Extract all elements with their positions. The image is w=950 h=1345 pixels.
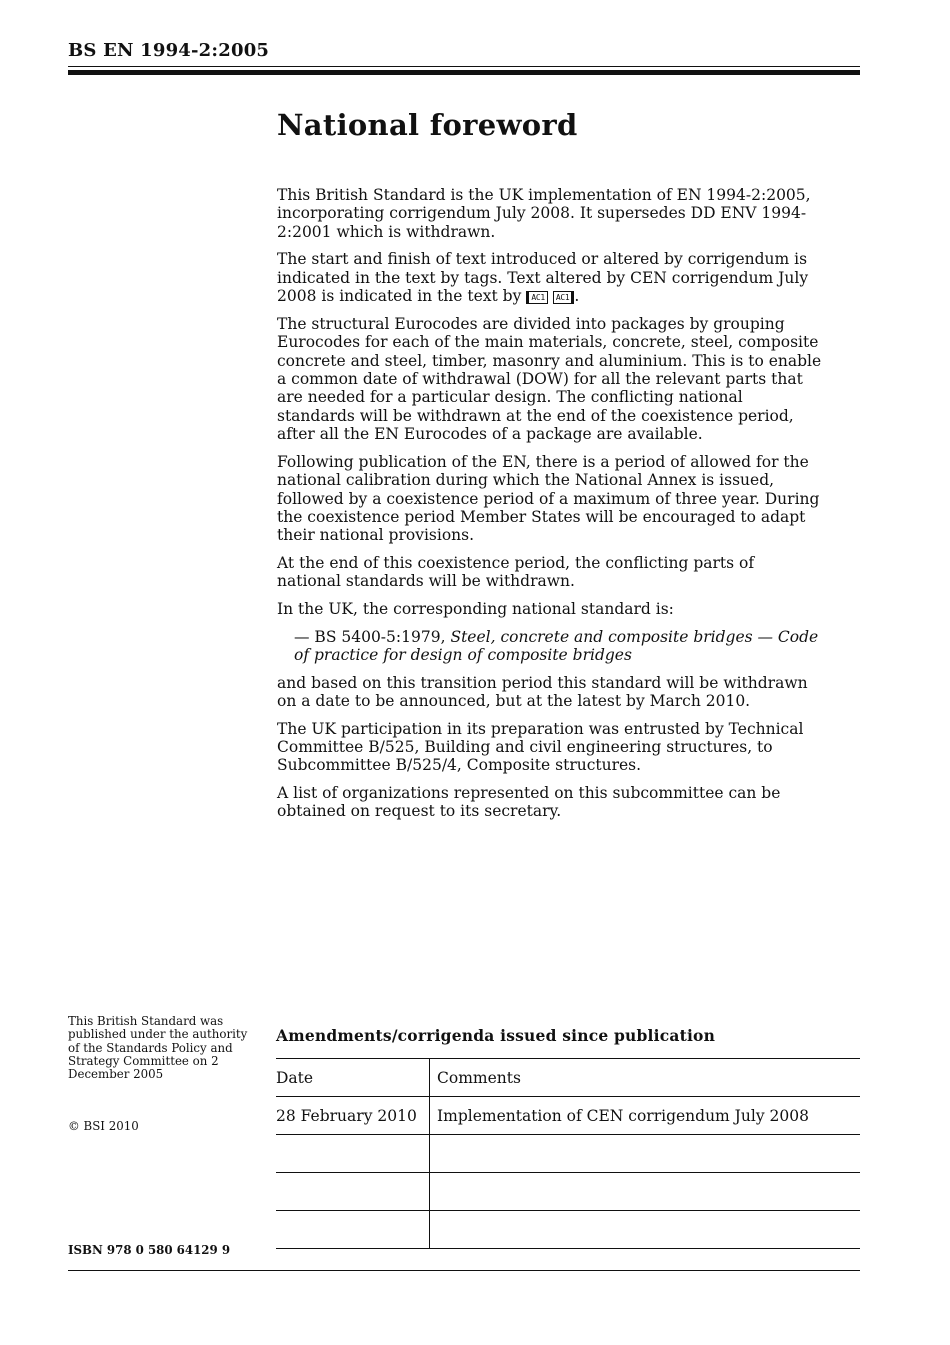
- paragraph-corrigendum-end: .: [574, 287, 580, 306]
- amendments-table: [276, 1058, 860, 1249]
- paragraph-uk-standard: In the UK, the corresponding national standard is:: [277, 600, 674, 619]
- paragraph-corrigendum-text: The start and finish of text introduced or altered by corrigendum is indicated in the text by tags. Text altered by CEN corrigendum July 2008 is indicated in the text by: [277, 250, 809, 306]
- paragraph-organizations: A list of organizations represented on this subcommittee can be obtained on request to its secretary.: [277, 784, 781, 821]
- table-row-empty: [276, 1135, 860, 1173]
- isbn: ISBN 978 0 580 64129 9: [68, 1243, 231, 1257]
- header-rule-thick: [68, 70, 860, 75]
- table-cell-comment: Implementation of CEN corrigendum July 2008: [430, 1097, 861, 1135]
- list-item-prefix: — BS 5400-5:1979,: [294, 627, 446, 646]
- table-row-empty: [276, 1173, 860, 1211]
- publication-note: This British Standard was published under the authority of the Standards Policy and Strategy Committee on 2 December 2005: [68, 1014, 248, 1082]
- table-cell-empty: [430, 1135, 861, 1173]
- table-cell-empty: [430, 1211, 861, 1249]
- corrigendum-close-tag: AC1: [553, 291, 575, 304]
- column-header-date: Date: [276, 1059, 430, 1097]
- foreword-body: [277, 186, 822, 830]
- paragraph-withdrawal: At the end of this coexistence period, the conflicting parts of national standards will be withdrawn.: [277, 554, 755, 591]
- table-row-empty: [276, 1211, 860, 1249]
- list-item-title: Steel, concrete and composite bridges — Code of practice for design of composite bridges: [294, 627, 819, 665]
- table-cell-empty: [430, 1173, 861, 1211]
- table-cell-date: 28 February 2010: [276, 1097, 430, 1135]
- corrigendum-open-tag: AC1: [526, 291, 548, 304]
- amendments-heading: Amendments/corrigenda issued since publication: [276, 1026, 716, 1045]
- table-row: [276, 1097, 860, 1135]
- paragraph-transition: and based on this transition period this standard will be withdrawn on a date to be announced, but at the latest by March 2010.: [277, 673, 808, 711]
- paragraph-coexistence: Following publication of the EN, there is a period of allowed for the national calibration during which the National Annex is issued, followed by a coexistence period of a maximum of three year. During the coexistence period Member States will be encouraged to adapt their national provisions.: [277, 452, 820, 545]
- table-cell-empty: [276, 1211, 430, 1249]
- table-cell-empty: [276, 1135, 430, 1173]
- page-title: National foreword: [277, 108, 578, 142]
- header-rule-thin: [68, 66, 860, 67]
- standard-id: BS EN 1994-2:2005: [68, 40, 270, 61]
- column-header-comments: Comments: [430, 1059, 861, 1097]
- paragraph-committee: The UK participation in its preparation was entrusted by Technical Committee B/525, Building and civil engineering structures, to Subcommittee B/525/4, Composite structures.: [277, 719, 804, 775]
- paragraph-eurocode-packages: The structural Eurocodes are divided into packages by grouping Eurocodes for each of the main materials, concrete, steel, composite concrete and steel, timber, masonry and aluminium. This is to enable a common date of withdrawal (DOW) for all the relevant parts that are needed for a particular design. The conflicting national standards will be withdrawn at the end of the coexistence period, after all the EN Eurocodes of a package are available.: [277, 314, 822, 444]
- copyright-notice: © BSI 2010: [68, 1119, 139, 1133]
- paragraph-corrigendum-tags: [277, 250, 822, 305]
- paragraph-implementation: This British Standard is the UK implementation of EN 1994-2:2005, incorporating corrigendum July 2008. It supersedes DD ENV 1994-2:2001 which is withdrawn.: [277, 186, 811, 241]
- list-item: [294, 628, 822, 665]
- footer-rule: [68, 1270, 860, 1271]
- table-cell-empty: [276, 1173, 430, 1211]
- table-header-row: [276, 1059, 860, 1097]
